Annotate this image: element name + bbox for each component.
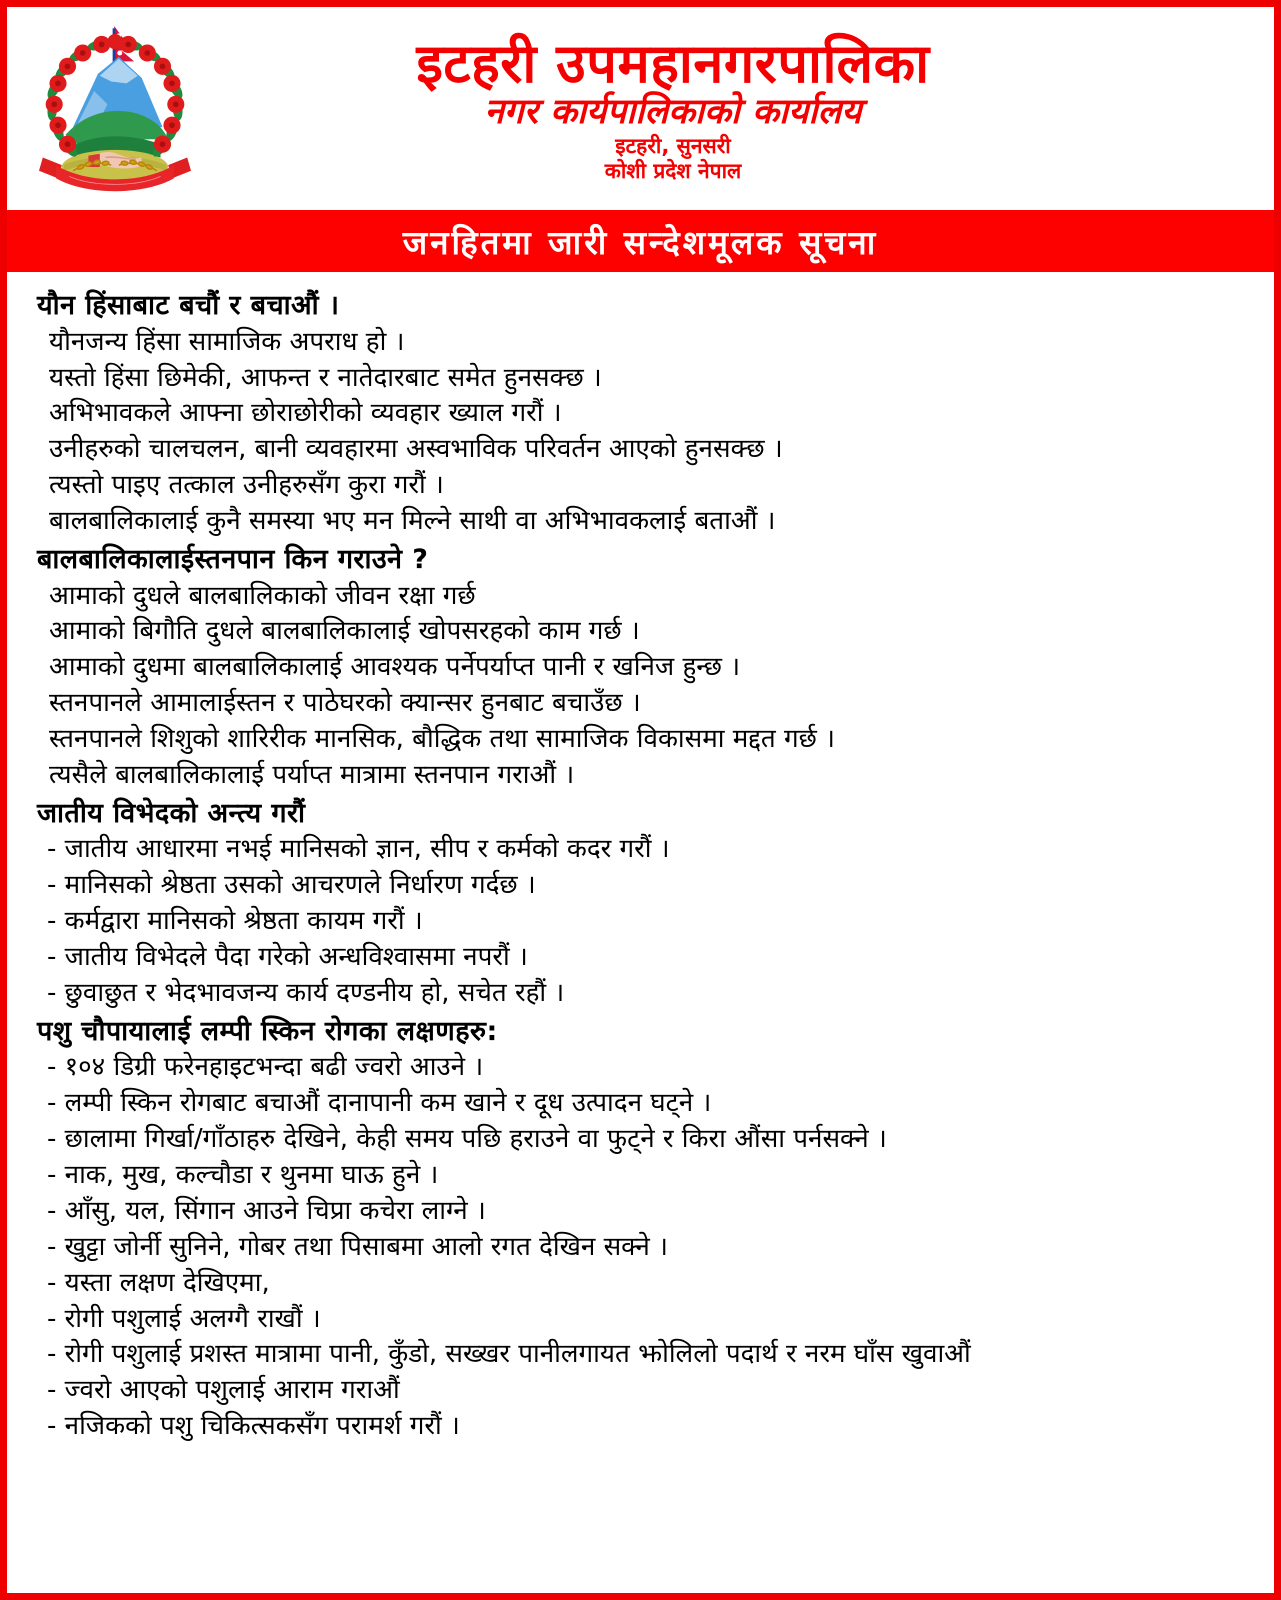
section-line: आमाको दुधले बालबालिकाको जीवन रक्षा गर्छ	[49, 580, 476, 611]
section-line: त्यस्तो पाइए तत्काल उनीहरुसँग कुरा गरौं ।	[49, 470, 444, 501]
section-line: यौनजन्य हिंसा सामाजिक अपराध हो ।	[49, 326, 405, 357]
section-line: - लम्पी स्किन रोगबाट बचाऔं दानापानी कम खाने र दूध उत्पादन घट्ने ।	[47, 1088, 712, 1119]
section-line: - आँसु, यल, सिंगान आउने चिप्रा कचेरा लाग्ने ।	[47, 1195, 486, 1226]
section-line: - १०४ डिग्री फरेनहाइटभन्दा बढी ज्वरो आउने ।	[47, 1052, 484, 1083]
section-line: - नजिकको पशु चिकित्सकसँग परामर्श गरौं ।	[47, 1411, 460, 1442]
notice-banner-title: जनहितमा जारी सन्देशमूलक सूचना	[402, 222, 879, 262]
notice-banner	[7, 210, 1274, 272]
section-line: स्तनपानले आमालाईस्तन र पाठेघरको क्यान्सर हुनबाट बचाउँछ ।	[49, 688, 641, 719]
organization-subtitle-office: नगर कार्यपालिकाको कार्यालय	[484, 92, 862, 132]
organization-title: इटहरी उपमहानगरपालिका	[416, 32, 930, 95]
section-line: - छालामा गिर्खा/गाँठाहरु देखिने, केही समय पछि हराउने वा फुट्ने र किरा औंसा पर्नसक्ने ।	[47, 1124, 887, 1155]
message-section	[37, 796, 1256, 1012]
organization-province: कोशी प्रदेश नेपाल	[604, 159, 742, 183]
section-line: - मानिसको श्रेष्ठता उसको आचरणले निर्धारण गर्दछ ।	[47, 870, 536, 901]
section-heading: जातीय विभेदको अन्त्य गरौं	[37, 797, 306, 829]
section-heading: बालबालिकालाईस्तनपान किन गराउने ?	[37, 543, 429, 575]
section-line: - रोगी पशुलाई अलग्गै राखौं ।	[47, 1303, 321, 1334]
message-section	[37, 542, 1256, 794]
section-line: यस्तो हिंसा छिमेकी, आफन्त र नातेदारबाट समेत हुनसक्छ ।	[49, 362, 602, 393]
section-line: आमाको बिगौति दुधले बालबालिकालाई खोपसरहको काम गर्छ ।	[49, 616, 640, 647]
section-line: - खुट्टा जोर्नी सुनिने, गोबर तथा पिसाबमा आलो रगत देखिन सक्ने ।	[47, 1231, 668, 1262]
section-line: - छुवाछुत र भेदभावजन्य कार्य दण्डनीय हो, सचेत रहौं ।	[47, 977, 565, 1008]
section-line: आमाको दुधमा बालबालिकालाई आवश्यक पर्नेपर्याप्त पानी र खनिज हुन्छ ।	[49, 652, 741, 683]
message-section	[37, 288, 1256, 540]
section-line: - नाक, मुख, कल्चौडा र थुनमा घाऊ हुने ।	[47, 1160, 439, 1190]
section-line: - यस्ता लक्षण देखिएमा,	[47, 1267, 270, 1298]
section-heading: पशु चौपायालाई लम्पी स्किन रोगका लक्षणहरु:	[37, 1015, 498, 1047]
section-line: - जातीय विभेदले पैदा गरेको अन्धविश्वासमा नपरौं ।	[47, 942, 528, 972]
emblem-container	[7, 12, 222, 207]
header-titles	[222, 32, 1274, 184]
section-line: स्तनपानले शिशुको शारिरीक मानसिक, बौद्धिक तथा सामाजिक विकासमा मद्दत गर्छ ।	[49, 724, 835, 754]
section-line: त्यसैले बालबालिकालाई पर्याप्त मात्रामा स्तनपान गराऔं ।	[49, 759, 575, 790]
section-line: - रोगी पशुलाई प्रशस्त मात्रामा पानी, कुँडो, सख्खर पानीलगायत झोलिलो पदार्थ र नरम घाँस खुवाऔं	[47, 1339, 971, 1370]
nepal-coat-of-arms-icon	[20, 15, 210, 205]
section-line: - जातीय आधारमा नभई मानिसको ज्ञान, सीप र कर्मको कदर गरौं ।	[47, 834, 670, 865]
notice-content	[7, 272, 1274, 1593]
section-line: बालबालिकालाई कुनै समस्या भए मन मिल्ने साथी वा अभिभावकलाई बताऔं ।	[49, 506, 776, 536]
poster-header	[7, 7, 1274, 210]
message-section	[37, 1014, 1256, 1445]
organization-location: इटहरी, सुनसरी	[615, 134, 731, 158]
section-line: - ज्वरो आएको पशुलाई आराम गराऔं	[47, 1375, 400, 1406]
section-line: - कर्मद्वारा मानिसको श्रेष्ठता कायम गरौं ।	[47, 906, 423, 937]
section-line: अभिभावकले आफ्ना छोराछोरीको व्यवहार ख्याल गरौं ।	[49, 398, 562, 429]
section-heading: यौन हिंसाबाट बचौं र बचाऔं ।	[37, 290, 340, 321]
section-line: उनीहरुको चालचलन, बानी व्यवहारमा अस्वभाविक परिवर्तन आएको हुनसक्छ ।	[49, 434, 783, 465]
